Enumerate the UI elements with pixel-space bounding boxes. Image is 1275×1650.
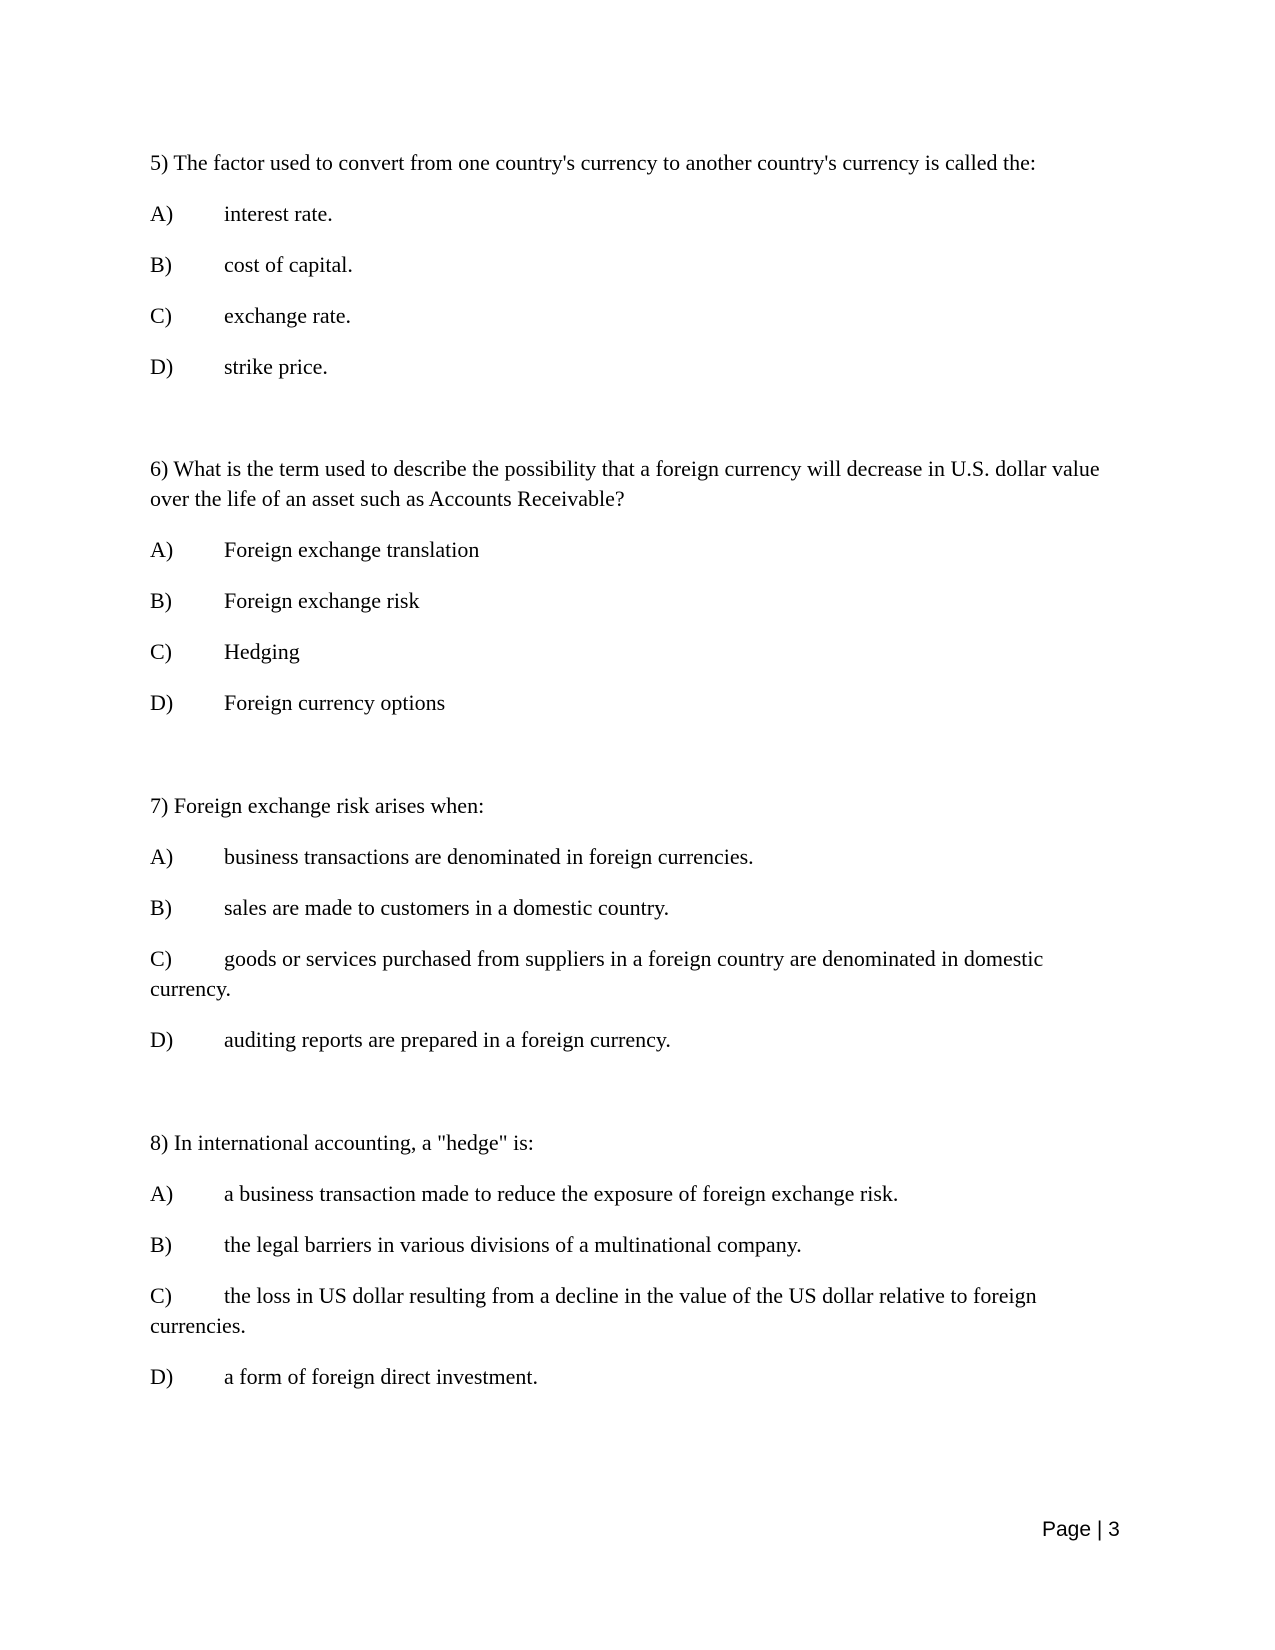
option-a	[150, 1179, 1100, 1209]
option-letter: A)	[150, 201, 174, 226]
option-text: cost of capital.	[224, 252, 353, 277]
option-letter: B)	[150, 588, 172, 613]
option-text: a form of foreign direct investment.	[224, 1364, 539, 1389]
option-letter: A)	[150, 844, 174, 869]
option-text: the legal barriers in various divisions of a multinational company.	[224, 1232, 802, 1257]
option-b	[150, 586, 1100, 616]
option-d	[150, 688, 1100, 718]
option-a	[150, 535, 1100, 565]
option-letter: C)	[150, 946, 172, 971]
page-number: Page | 3	[1042, 1518, 1120, 1541]
option-text: goods or services purchased from suppliers in a foreign country are denominated in domestic currency.	[150, 946, 1044, 1001]
option-letter: B)	[150, 895, 172, 920]
question-5	[150, 148, 1100, 403]
question-prompt: 6) What is the term used to describe the possibility that a foreign currency will decrease in U.S. dollar value over the life of an asset such as Accounts Receivable?	[150, 456, 1100, 511]
question-prompt: 8) In international accounting, a "hedge" is:	[150, 1130, 534, 1155]
option-letter: B)	[150, 1232, 172, 1257]
option-text: sales are made to customers in a domestic country.	[224, 895, 670, 920]
question-8	[150, 1128, 1100, 1413]
option-text: Foreign exchange risk	[224, 588, 420, 613]
option-letter: C)	[150, 1283, 172, 1308]
option-d	[150, 1362, 1100, 1392]
option-a	[150, 842, 1100, 872]
option-letter: C)	[150, 639, 172, 664]
question-prompt: 5) The factor used to convert from one country's currency to another country's currency is called the:	[150, 150, 1036, 175]
option-d	[150, 1025, 1100, 1055]
option-text: Foreign exchange translation	[224, 537, 480, 562]
option-text: the loss in US dollar resulting from a decline in the value of the US dollar relative to foreign currencies.	[150, 1283, 1037, 1338]
option-a	[150, 199, 1100, 229]
question-6	[150, 454, 1100, 739]
option-letter: D)	[150, 1364, 174, 1389]
option-letter: D)	[150, 690, 174, 715]
option-text: auditing reports are prepared in a foreign currency.	[224, 1027, 671, 1052]
option-b	[150, 250, 1100, 280]
option-c	[150, 637, 1100, 667]
option-text: business transactions are denominated in foreign currencies.	[224, 844, 754, 869]
option-c	[150, 1281, 1100, 1341]
option-d	[150, 352, 1100, 382]
option-letter: A)	[150, 1181, 174, 1206]
option-text: a business transaction made to reduce the exposure of foreign exchange risk.	[224, 1181, 899, 1206]
option-b	[150, 1230, 1100, 1260]
option-b	[150, 893, 1100, 923]
option-c	[150, 301, 1100, 331]
option-letter: C)	[150, 303, 172, 328]
question-7	[150, 791, 1100, 1076]
option-text: exchange rate.	[224, 303, 352, 328]
option-letter: B)	[150, 252, 172, 277]
question-prompt: 7) Foreign exchange risk arises when:	[150, 793, 485, 818]
option-letter: A)	[150, 537, 174, 562]
option-text: strike price.	[224, 354, 328, 379]
option-c	[150, 944, 1100, 1004]
option-text: Hedging	[224, 639, 300, 664]
option-text: interest rate.	[224, 201, 333, 226]
option-text: Foreign currency options	[224, 690, 446, 715]
option-letter: D)	[150, 1027, 174, 1052]
option-letter: D)	[150, 354, 174, 379]
